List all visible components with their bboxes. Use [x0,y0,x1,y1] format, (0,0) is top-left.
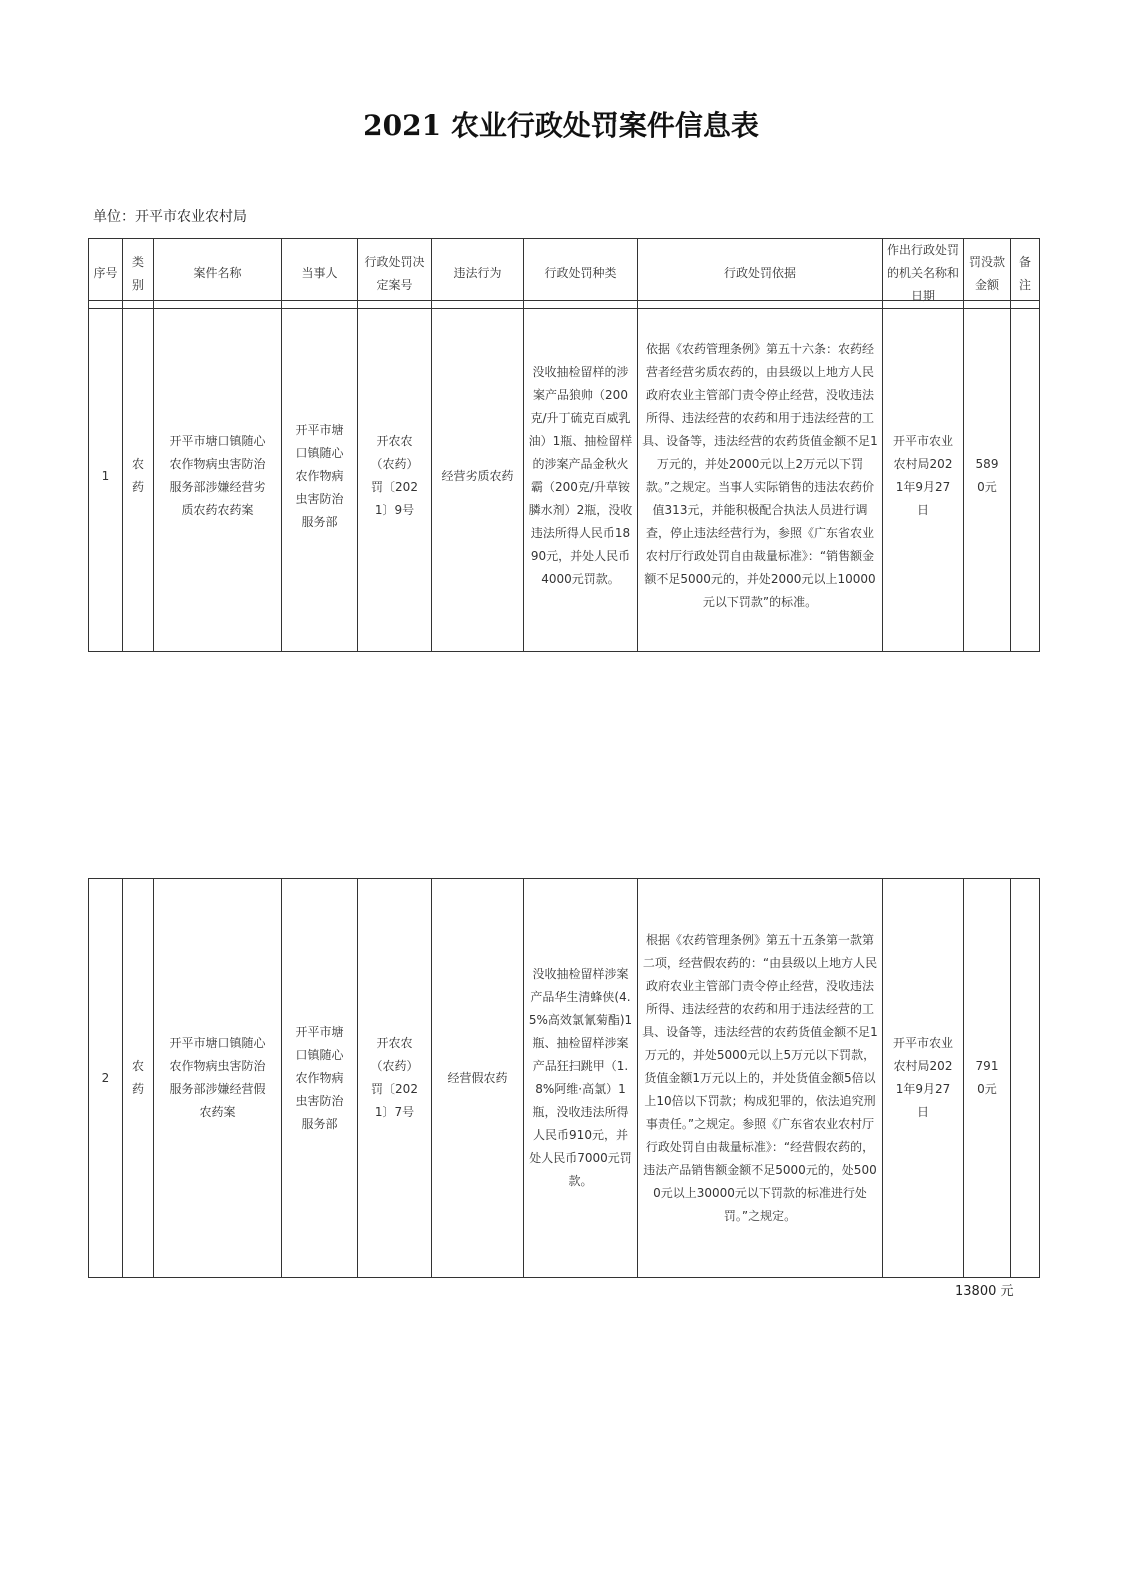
cell-remarks [1011,301,1040,652]
cell-decision-no: 开农农（农药）罚〔2021〕9号 [358,301,432,652]
header-category: 类别 [123,239,154,309]
header-basis: 行政处罚依据 [638,239,883,309]
cell-authority-date: 开平市农业农村局2021年9月27日 [883,301,964,652]
cell-seq: 1 [89,301,123,652]
cell-amount: 5890元 [964,301,1011,652]
cell-violation: 经营假农药 [432,879,524,1278]
cell-category: 农药 [123,879,154,1278]
table-row [88,300,1040,652]
cell-decision-no: 开农农（农药）罚〔2021〕7号 [358,879,432,1278]
cell-case-name: 开平市塘口镇随心农作物病虫害防治服务部涉嫌经营假农药案 [154,879,282,1278]
cell-penalty-type: 没收抽检留样的涉案产品狼帅（200克/升丁硫克百威乳油）1瓶、抽检留样的涉案产品金秋火霸（200克/升草铵膦水剂）2瓶，没收违法所得人民币1890元，并处人民币4000元罚款。 [524,301,638,652]
cell-category: 农药 [123,301,154,652]
header-case-name: 案件名称 [154,239,282,309]
cell-seq: 2 [89,879,123,1278]
cell-amount: 7910元 [964,879,1011,1278]
header-party: 当事人 [282,239,358,309]
total-amount: 13800 元 [955,1284,1014,1299]
header-amount: 罚没款金额 [964,239,1011,309]
header-decision-no: 行政处罚决定案号 [358,239,432,309]
cell-penalty-type: 没收抽检留样涉案产品华生清蜂侠(4.5%高效氯氰菊酯)1瓶、抽检留样涉案产品狂扫跳甲（1.8%阿维·高氯）1瓶，没收违法所得人民币910元，并处人民币7000元罚款。 [524,879,638,1278]
header-authority-date: 作出行政处罚的机关名称和日期 [883,239,964,309]
header-seq: 序号 [89,239,123,309]
cell-party: 开平市塘口镇随心农作物病虫害防治服务部 [282,301,358,652]
header-remarks: 备注 [1011,239,1040,309]
cell-party: 开平市塘口镇随心农作物病虫害防治服务部 [282,879,358,1278]
document-title: 2021 农业行政处罚案件信息表 [363,109,759,142]
cell-violation: 经营劣质农药 [432,301,524,652]
cell-remarks [1011,879,1040,1278]
cell-case-name: 开平市塘口镇随心农作物病虫害防治服务部涉嫌经营劣质农药农药案 [154,301,282,652]
cell-basis: 依据《农药管理条例》第五十六条：农药经营者经营劣质农药的，由县级以上地方人民政府农业主管部门责令停止经营，没收违法所得、违法经营的农药和用于违法经营的工具、设备等，违法经营的农药货值金额不足1万元的，并处2000元以上2万元以下罚款。”之规定。当事人实际销售的违法农药价值313元，并能积极配合执法人员进行调查，停止违法经营行为，参照《广东省农业农村厅行政处罚自由裁量标准》：“销售额金额不足5000元的，并处2000元以上10000元以下罚款”的标准。 [638,301,883,652]
table-row [88,878,1040,1278]
header-penalty-type: 行政处罚种类 [524,239,638,309]
cell-authority-date: 开平市农业农村局2021年9月27日 [883,879,964,1278]
cell-basis: 根据《农药管理条例》第五十五条第一款第二项，经营假农药的：“由县级以上地方人民政府农业主管部门责令停止经营，没收违法所得、违法经营的农药和用于违法经营的工具、设备等，违法经营的农药货值金额不足1万元的，并处5000元以上5万元以下罚款，货值金额1万元以上的，并处货值金额5倍以上10倍以下罚款；构成犯罪的，依法追究刑事责任。”之规定。参照《广东省农业农村厅行政处罚自由裁量标准》：“经营假农药的，违法产品销售额金额不足5000元的，处5000元以上30000元以下罚款的标准进行处罚。”之规定。 [638,879,883,1278]
unit-label: 单位：开平市农业农村局 [93,209,247,225]
header-violation: 违法行为 [432,239,524,309]
table-header [88,238,1040,309]
